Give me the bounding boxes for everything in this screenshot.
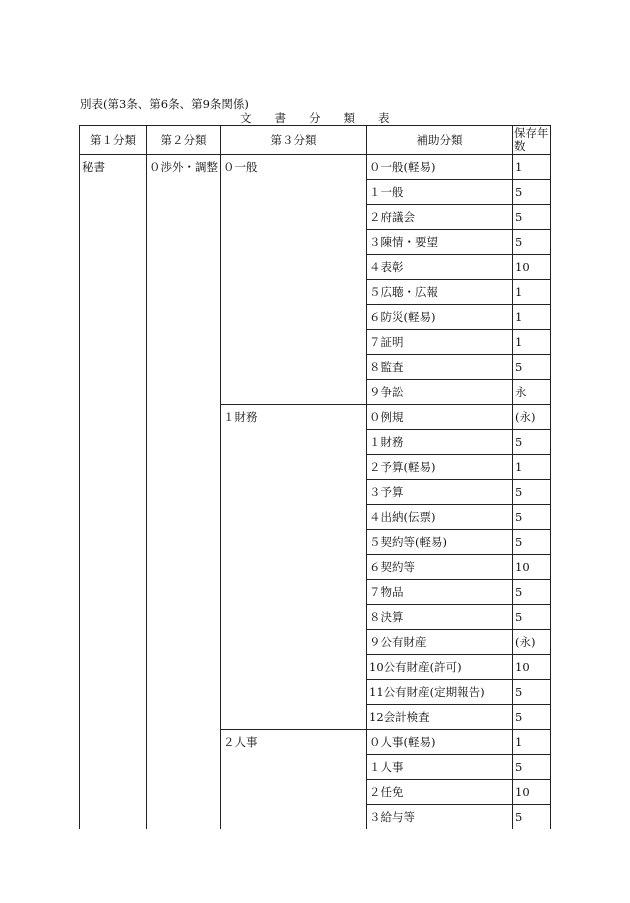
table-row <box>80 180 551 205</box>
third-category-cell <box>221 755 367 780</box>
second-category-cell <box>147 255 221 280</box>
first-category-cell <box>80 180 147 205</box>
third-category-cell <box>221 555 367 580</box>
retention-years-cell: (永) <box>513 630 551 655</box>
retention-years-cell: 10 <box>513 655 551 680</box>
second-category-cell <box>147 605 221 630</box>
first-category-cell <box>80 530 147 555</box>
first-category-cell <box>80 280 147 305</box>
first-category-cell <box>80 505 147 530</box>
sub-category-cell: 12会計検査 <box>367 705 513 730</box>
third-category-cell <box>221 280 367 305</box>
retention-years-cell: 5 <box>513 505 551 530</box>
sub-category-cell: ９争訟 <box>367 380 513 405</box>
third-category-cell <box>221 705 367 730</box>
second-category-cell <box>147 555 221 580</box>
first-category-cell <box>80 430 147 455</box>
sub-category-cell: ８決算 <box>367 605 513 630</box>
third-category-cell <box>221 330 367 355</box>
retention-years-cell: 5 <box>513 605 551 630</box>
table-row <box>80 255 551 280</box>
sub-category-cell: ４出納(伝票) <box>367 505 513 530</box>
second-category-cell <box>147 805 221 830</box>
third-category-cell <box>221 480 367 505</box>
title-char: 表 <box>378 111 390 125</box>
retention-years-cell: 5 <box>513 705 551 730</box>
table-row <box>80 530 551 555</box>
retention-years-cell: 永 <box>513 380 551 405</box>
third-category-cell <box>221 255 367 280</box>
first-category-cell <box>80 355 147 380</box>
retention-years-cell: 5 <box>513 805 551 830</box>
first-category-cell <box>80 805 147 830</box>
third-category-cell <box>221 780 367 805</box>
third-category-cell <box>221 205 367 230</box>
retention-years-cell: 5 <box>513 355 551 380</box>
second-category-cell <box>147 330 221 355</box>
table-row <box>80 430 551 455</box>
sub-category-cell: ３給与等 <box>367 805 513 830</box>
retention-years-cell: 5 <box>513 430 551 455</box>
sub-category-cell: 10公有財産(許可) <box>367 655 513 680</box>
title-char: 文 <box>240 111 252 125</box>
retention-years-cell: 5 <box>513 530 551 555</box>
second-category-cell <box>147 455 221 480</box>
second-category-cell <box>147 755 221 780</box>
retention-years-cell: 1 <box>513 455 551 480</box>
sub-category-cell: 11公有財産(定期報告) <box>367 680 513 705</box>
third-category-cell <box>221 605 367 630</box>
table-row <box>80 305 551 330</box>
second-category-cell <box>147 530 221 555</box>
table-row <box>80 155 551 180</box>
first-category-cell <box>80 680 147 705</box>
third-category-cell: ２人事 <box>221 730 367 755</box>
third-category-cell <box>221 305 367 330</box>
second-category-cell <box>147 505 221 530</box>
third-category-cell <box>221 430 367 455</box>
title-char: 書 <box>274 111 286 125</box>
sub-category-cell: １財務 <box>367 430 513 455</box>
sub-category-cell: １一般 <box>367 180 513 205</box>
third-category-cell <box>221 380 367 405</box>
header-third-category: 第３分類 <box>221 126 367 155</box>
table-row <box>80 455 551 480</box>
retention-years-cell: 5 <box>513 205 551 230</box>
third-category-cell <box>221 505 367 530</box>
retention-years-cell: 5 <box>513 480 551 505</box>
retention-years-cell: 10 <box>513 555 551 580</box>
title-char: 類 <box>343 111 355 125</box>
sub-category-cell: ６契約等 <box>367 555 513 580</box>
retention-years-cell: (永) <box>513 405 551 430</box>
header-first-category: 第１分類 <box>80 126 147 155</box>
third-category-cell <box>221 655 367 680</box>
table-row <box>80 230 551 255</box>
third-category-cell <box>221 805 367 830</box>
second-category-cell <box>147 305 221 330</box>
first-category-cell <box>80 780 147 805</box>
first-category-cell <box>80 630 147 655</box>
second-category-cell <box>147 630 221 655</box>
classification-table <box>79 125 551 829</box>
first-category-cell <box>80 255 147 280</box>
table-row <box>80 380 551 405</box>
first-category-cell <box>80 655 147 680</box>
second-category-cell <box>147 355 221 380</box>
second-category-cell <box>147 280 221 305</box>
first-category-cell <box>80 705 147 730</box>
second-category-cell <box>147 180 221 205</box>
second-category-cell <box>147 205 221 230</box>
first-category-cell <box>80 205 147 230</box>
table-row <box>80 205 551 230</box>
first-category-cell <box>80 380 147 405</box>
retention-years-cell: 10 <box>513 780 551 805</box>
third-category-cell <box>221 530 367 555</box>
first-category-cell <box>80 580 147 605</box>
first-category-cell <box>80 605 147 630</box>
third-category-cell <box>221 580 367 605</box>
sub-category-cell: ２任免 <box>367 780 513 805</box>
sub-category-cell: ５広聴・広報 <box>367 280 513 305</box>
retention-years-cell: 5 <box>513 680 551 705</box>
second-category-cell <box>147 705 221 730</box>
first-category-cell <box>80 230 147 255</box>
table-row <box>80 330 551 355</box>
table-row <box>80 780 551 805</box>
first-category-cell <box>80 305 147 330</box>
retention-years-cell: 1 <box>513 330 551 355</box>
table-row <box>80 480 551 505</box>
third-category-cell: ０一般 <box>221 155 367 180</box>
title-char: 分 <box>309 111 321 125</box>
document-caption: 別表(第3条、第6条、第9条関係) <box>80 97 249 111</box>
table-row <box>80 280 551 305</box>
sub-category-cell: ５契約等(軽易) <box>367 530 513 555</box>
table-row <box>80 755 551 780</box>
sub-category-cell: ４表彰 <box>367 255 513 280</box>
third-category-cell <box>221 355 367 380</box>
retention-years-cell: 1 <box>513 305 551 330</box>
table-row <box>80 505 551 530</box>
sub-category-cell: ３陳情・要望 <box>367 230 513 255</box>
retention-years-cell: 1 <box>513 280 551 305</box>
second-category-cell <box>147 780 221 805</box>
table-row <box>80 355 551 380</box>
sub-category-cell: ３予算 <box>367 480 513 505</box>
table-row <box>80 630 551 655</box>
third-category-cell <box>221 455 367 480</box>
header-row <box>80 126 551 155</box>
second-category-cell <box>147 230 221 255</box>
third-category-cell <box>221 630 367 655</box>
table-row <box>80 555 551 580</box>
sub-category-cell: ６防災(軽易) <box>367 305 513 330</box>
second-category-cell <box>147 580 221 605</box>
retention-years-cell: 1 <box>513 155 551 180</box>
sub-category-cell: ８監査 <box>367 355 513 380</box>
first-category-cell <box>80 480 147 505</box>
second-category-cell <box>147 680 221 705</box>
retention-years-cell: 5 <box>513 180 551 205</box>
sub-category-cell: ２府議会 <box>367 205 513 230</box>
sub-category-cell: ７証明 <box>367 330 513 355</box>
third-category-cell <box>221 180 367 205</box>
second-category-cell <box>147 655 221 680</box>
document-title <box>240 110 413 126</box>
table-row <box>80 580 551 605</box>
table-row <box>80 405 551 430</box>
sub-category-cell: ２予算(軽易) <box>367 455 513 480</box>
sub-category-cell: ９公有財産 <box>367 630 513 655</box>
first-category-cell <box>80 755 147 780</box>
first-category-cell <box>80 455 147 480</box>
table-row <box>80 705 551 730</box>
retention-years-cell: 10 <box>513 255 551 280</box>
retention-years-cell: 1 <box>513 730 551 755</box>
header-retention-years: 保存年数 <box>514 126 549 153</box>
sub-category-cell: ０一般(軽易) <box>367 155 513 180</box>
first-category-cell <box>80 730 147 755</box>
third-category-cell: １財務 <box>221 405 367 430</box>
retention-years-cell: 5 <box>513 755 551 780</box>
retention-years-cell: 5 <box>513 230 551 255</box>
first-category-cell: 秘書 <box>80 155 147 180</box>
table-row <box>80 805 551 830</box>
second-category-cell <box>147 480 221 505</box>
third-category-cell <box>221 230 367 255</box>
table-row <box>80 730 551 755</box>
first-category-cell <box>80 405 147 430</box>
sub-category-cell: ０人事(軽易) <box>367 730 513 755</box>
second-category-cell <box>147 405 221 430</box>
retention-years-cell: 5 <box>513 580 551 605</box>
sub-category-cell: ０例規 <box>367 405 513 430</box>
table-row <box>80 680 551 705</box>
header-second-category: 第２分類 <box>147 126 221 155</box>
table-body <box>80 155 551 830</box>
table-row <box>80 655 551 680</box>
third-category-cell <box>221 680 367 705</box>
header-sub-category: 補助分類 <box>367 126 513 155</box>
second-category-cell: ０渉外・調整 <box>147 155 221 180</box>
second-category-cell <box>147 730 221 755</box>
sub-category-cell: １人事 <box>367 755 513 780</box>
sub-category-cell: ７物品 <box>367 580 513 605</box>
table-row <box>80 605 551 630</box>
first-category-cell <box>80 555 147 580</box>
second-category-cell <box>147 430 221 455</box>
first-category-cell <box>80 330 147 355</box>
second-category-cell <box>147 380 221 405</box>
